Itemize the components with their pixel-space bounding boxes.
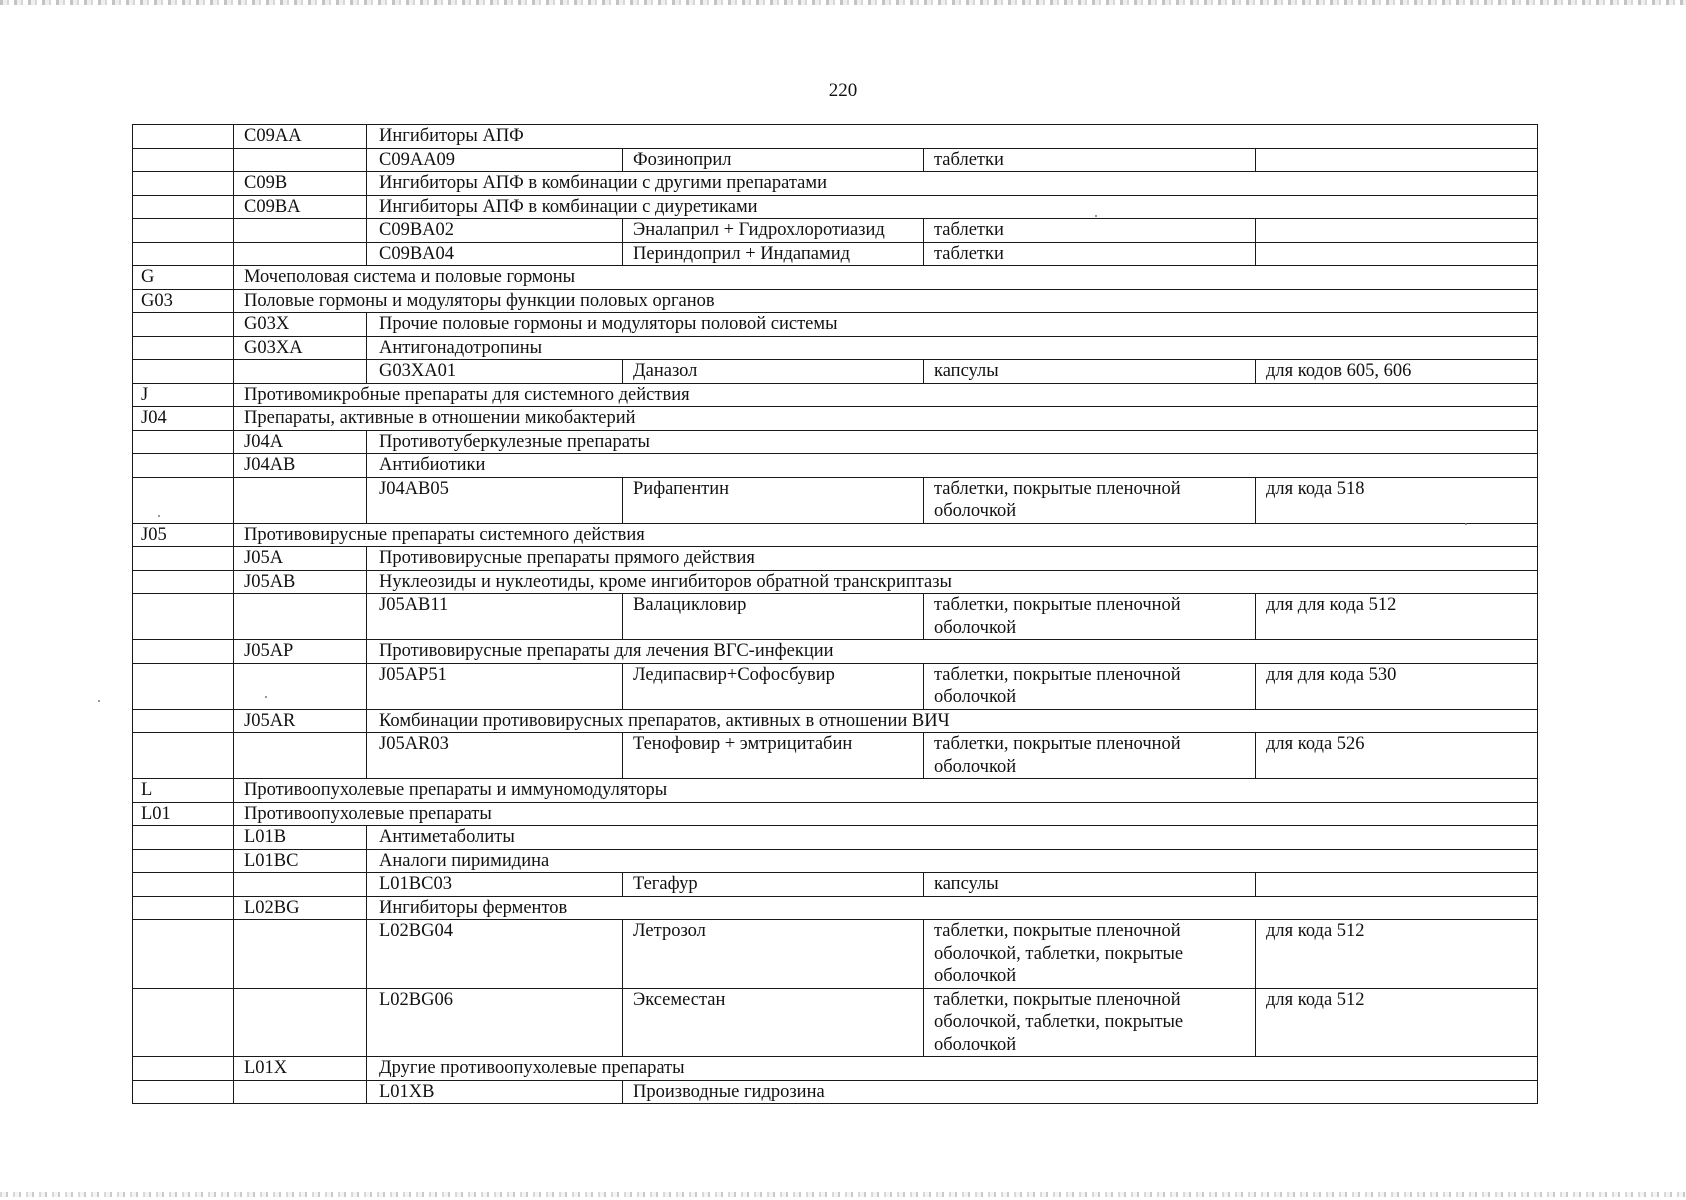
atc-level1-code xyxy=(133,336,234,360)
atc-subgroup-name: Ингибиторы АПФ в комбинации с другими препаратами xyxy=(367,172,1538,196)
atc-code: J04AB05 xyxy=(367,477,623,523)
table-row xyxy=(133,125,1538,149)
table-row xyxy=(133,594,1538,640)
atc-level1-code xyxy=(133,570,234,594)
atc-subgroup-code xyxy=(234,873,367,897)
atc-subgroup-code: L01B xyxy=(234,826,367,850)
atc-level1-code xyxy=(133,640,234,664)
atc-subgroup-name: Ингибиторы АПФ xyxy=(367,125,1538,149)
atc-subgroup-code xyxy=(234,219,367,243)
dosage-form: таблетки, покрытые пленочной оболочкой, таблетки, покрытые оболочкой xyxy=(924,920,1256,989)
atc-subgroup-code xyxy=(234,242,367,266)
dosage-form: капсулы xyxy=(924,360,1256,384)
atc-code: C09BA02 xyxy=(367,219,623,243)
atc-subgroup-code xyxy=(234,594,367,640)
atc-level1-code xyxy=(133,826,234,850)
dosage-form: таблетки, покрытые пленочной оболочкой xyxy=(924,594,1256,640)
atc-group-name: Противовирусные препараты системного действия xyxy=(234,523,1538,547)
atc-level1-code xyxy=(133,454,234,478)
atc-code: C09AA09 xyxy=(367,148,623,172)
table-row xyxy=(133,313,1538,337)
scan-speck xyxy=(98,700,100,702)
atc-subgroup-code xyxy=(234,663,367,709)
drug-name: Фозиноприл xyxy=(623,148,924,172)
atc-code: G03XA01 xyxy=(367,360,623,384)
table-row xyxy=(133,195,1538,219)
atc-group-name: Мочеполовая система и половые гормоны xyxy=(234,266,1538,290)
atc-level1-code xyxy=(133,988,234,1057)
table-row xyxy=(133,172,1538,196)
atc-subgroup-name: Ингибиторы ферментов xyxy=(367,896,1538,920)
table-row xyxy=(133,896,1538,920)
drug-name: Рифапентин xyxy=(623,477,924,523)
atc-subgroup-code: C09B xyxy=(234,172,367,196)
atc-subgroup-code: J05AB xyxy=(234,570,367,594)
atc-subgroup-code: G03X xyxy=(234,313,367,337)
atc-subgroup-name: Аналоги пиримидина xyxy=(367,849,1538,873)
table-row xyxy=(133,430,1538,454)
atc-subgroup-name: Производные гидрозина xyxy=(623,1080,1538,1104)
dosage-form: таблетки, покрытые пленочной оболочкой xyxy=(924,733,1256,779)
atc-group-name: Препараты, активные в отношении микобактерий xyxy=(234,407,1538,431)
dosage-form: таблетки xyxy=(924,242,1256,266)
usage-note xyxy=(1256,219,1538,243)
table-row xyxy=(133,219,1538,243)
table-row xyxy=(133,242,1538,266)
atc-level1-code xyxy=(133,1057,234,1081)
atc-subgroup-code xyxy=(234,733,367,779)
atc-level1-code xyxy=(133,873,234,897)
atc-subgroup-code xyxy=(234,477,367,523)
atc-group-name: Противомикробные препараты для системного действия xyxy=(234,383,1538,407)
table-row xyxy=(133,849,1538,873)
table-row xyxy=(133,336,1538,360)
atc-subgroup-name: Антибиотики xyxy=(367,454,1538,478)
table-row xyxy=(133,148,1538,172)
drug-name: Даназол xyxy=(623,360,924,384)
atc-subgroup-code: L01X xyxy=(234,1057,367,1081)
dosage-form: таблетки, покрытые пленочной оболочкой xyxy=(924,477,1256,523)
drug-name: Тегафур xyxy=(623,873,924,897)
atc-group-name: Противоопухолевые препараты и иммуномодуляторы xyxy=(234,779,1538,803)
table-row xyxy=(133,802,1538,826)
dosage-form: таблетки xyxy=(924,219,1256,243)
atc-level1-code xyxy=(133,125,234,149)
atc-subgroup-name: Другие противоопухолевые препараты xyxy=(367,1057,1538,1081)
drug-name: Валацикловир xyxy=(623,594,924,640)
atc-subgroup-name: Нуклеозиды и нуклеотиды, кроме ингибиторов обратной транскриптазы xyxy=(367,570,1538,594)
usage-note: для кодов 605, 606 xyxy=(1256,360,1538,384)
atc-subgroup-name: Прочие половые гормоны и модуляторы половой системы xyxy=(367,313,1538,337)
table-row xyxy=(133,547,1538,571)
atc-code: C09BA04 xyxy=(367,242,623,266)
dosage-form: таблетки, покрытые пленочной оболочкой xyxy=(924,663,1256,709)
atc-subgroup-name: Противотуберкулезные препараты xyxy=(367,430,1538,454)
table-row xyxy=(133,1080,1538,1104)
table-row xyxy=(133,477,1538,523)
atc-code: L02BG04 xyxy=(367,920,623,989)
atc-level1-code xyxy=(133,430,234,454)
table-row xyxy=(133,988,1538,1057)
atc-level1-code: L xyxy=(133,779,234,803)
scan-speck xyxy=(1465,523,1467,525)
drug-name: Летрозол xyxy=(623,920,924,989)
drug-name: Эксеместан xyxy=(623,988,924,1057)
atc-code: J05AR03 xyxy=(367,733,623,779)
table-row xyxy=(133,570,1538,594)
usage-note: для кода 512 xyxy=(1256,920,1538,989)
atc-subgroup-name: Антиметаболиты xyxy=(367,826,1538,850)
atc-code: L01XB xyxy=(367,1080,623,1104)
table-row xyxy=(133,709,1538,733)
atc-level1-code xyxy=(133,709,234,733)
usage-note: для кода 526 xyxy=(1256,733,1538,779)
atc-level1-code: J05 xyxy=(133,523,234,547)
atc-level1-code xyxy=(133,663,234,709)
scan-edge-top xyxy=(0,0,1686,5)
table-row xyxy=(133,407,1538,431)
drug-register-table xyxy=(132,124,1538,1104)
usage-note xyxy=(1256,148,1538,172)
scan-speck xyxy=(265,696,267,698)
table-row xyxy=(133,454,1538,478)
atc-subgroup-code xyxy=(234,988,367,1057)
atc-level1-code xyxy=(133,547,234,571)
atc-level1-code xyxy=(133,594,234,640)
table-row xyxy=(133,873,1538,897)
table-row xyxy=(133,383,1538,407)
atc-subgroup-code: G03XA xyxy=(234,336,367,360)
atc-level1-code xyxy=(133,733,234,779)
usage-note: для для кода 512 xyxy=(1256,594,1538,640)
scan-edge-bottom xyxy=(0,1192,1686,1197)
usage-note xyxy=(1256,242,1538,266)
drug-name: Периндоприл + Индапамид xyxy=(623,242,924,266)
atc-subgroup-code: J05AR xyxy=(234,709,367,733)
atc-level1-code: G xyxy=(133,266,234,290)
usage-note: для кода 512 xyxy=(1256,988,1538,1057)
usage-note xyxy=(1256,873,1538,897)
scan-speck xyxy=(1095,215,1097,217)
table-row xyxy=(133,523,1538,547)
dosage-form: таблетки, покрытые пленочной оболочкой, таблетки, покрытые оболочкой xyxy=(924,988,1256,1057)
atc-level1-code xyxy=(133,477,234,523)
dosage-form: таблетки xyxy=(924,148,1256,172)
atc-level1-code xyxy=(133,896,234,920)
atc-subgroup-code: L01BC xyxy=(234,849,367,873)
drug-name: Тенофовир + эмтрицитабин xyxy=(623,733,924,779)
table-row xyxy=(133,289,1538,313)
atc-subgroup-name: Комбинации противовирусных препаратов, активных в отношении ВИЧ xyxy=(367,709,1538,733)
atc-subgroup-name: Ингибиторы АПФ в комбинации с диуретиками xyxy=(367,195,1538,219)
table-row xyxy=(133,663,1538,709)
atc-level1-code xyxy=(133,219,234,243)
atc-subgroup-code xyxy=(234,360,367,384)
atc-code: L01BC03 xyxy=(367,873,623,897)
atc-subgroup-code xyxy=(234,920,367,989)
atc-code: J05AP51 xyxy=(367,663,623,709)
atc-subgroup-code: J05AP xyxy=(234,640,367,664)
atc-level1-code xyxy=(133,148,234,172)
atc-subgroup-code: C09BA xyxy=(234,195,367,219)
dosage-form: капсулы xyxy=(924,873,1256,897)
drug-name: Эналаприл + Гидрохлоротиазид xyxy=(623,219,924,243)
atc-level1-code xyxy=(133,242,234,266)
atc-subgroup-code xyxy=(234,148,367,172)
atc-level1-code xyxy=(133,313,234,337)
usage-note: для кода 518 xyxy=(1256,477,1538,523)
atc-subgroup-name: Противовирусные препараты для лечения ВГС-инфекции xyxy=(367,640,1538,664)
drug-name: Ледипасвир+Софосбувир xyxy=(623,663,924,709)
atc-subgroup-code xyxy=(234,1080,367,1104)
atc-level1-code: J04 xyxy=(133,407,234,431)
table-row xyxy=(133,1057,1538,1081)
atc-level1-code xyxy=(133,920,234,989)
table-row xyxy=(133,360,1538,384)
atc-group-name: Половые гормоны и модуляторы функции половых органов xyxy=(234,289,1538,313)
atc-level1-code: G03 xyxy=(133,289,234,313)
atc-code: J05AB11 xyxy=(367,594,623,640)
atc-subgroup-code: L02BG xyxy=(234,896,367,920)
table-row xyxy=(133,920,1538,989)
atc-level1-code xyxy=(133,1080,234,1104)
atc-code: L02BG06 xyxy=(367,988,623,1057)
atc-subgroup-name: Противовирусные препараты прямого действия xyxy=(367,547,1538,571)
atc-subgroup-code: J04A xyxy=(234,430,367,454)
usage-note: для для кода 530 xyxy=(1256,663,1538,709)
atc-subgroup-code: J04AB xyxy=(234,454,367,478)
table-row xyxy=(133,640,1538,664)
scan-speck xyxy=(158,515,160,517)
table-row xyxy=(133,266,1538,290)
atc-level1-code xyxy=(133,172,234,196)
page-number: 220 xyxy=(828,80,858,101)
register-body xyxy=(133,125,1538,1104)
atc-subgroup-code: C09AA xyxy=(234,125,367,149)
atc-subgroup-code: J05A xyxy=(234,547,367,571)
atc-group-name: Противоопухолевые препараты xyxy=(234,802,1538,826)
table-row xyxy=(133,779,1538,803)
atc-subgroup-name: Антигонадотропины xyxy=(367,336,1538,360)
atc-level1-code xyxy=(133,360,234,384)
table-row xyxy=(133,733,1538,779)
atc-level1-code: L01 xyxy=(133,802,234,826)
atc-level1-code: J xyxy=(133,383,234,407)
table-row xyxy=(133,826,1538,850)
atc-level1-code xyxy=(133,195,234,219)
atc-level1-code xyxy=(133,849,234,873)
